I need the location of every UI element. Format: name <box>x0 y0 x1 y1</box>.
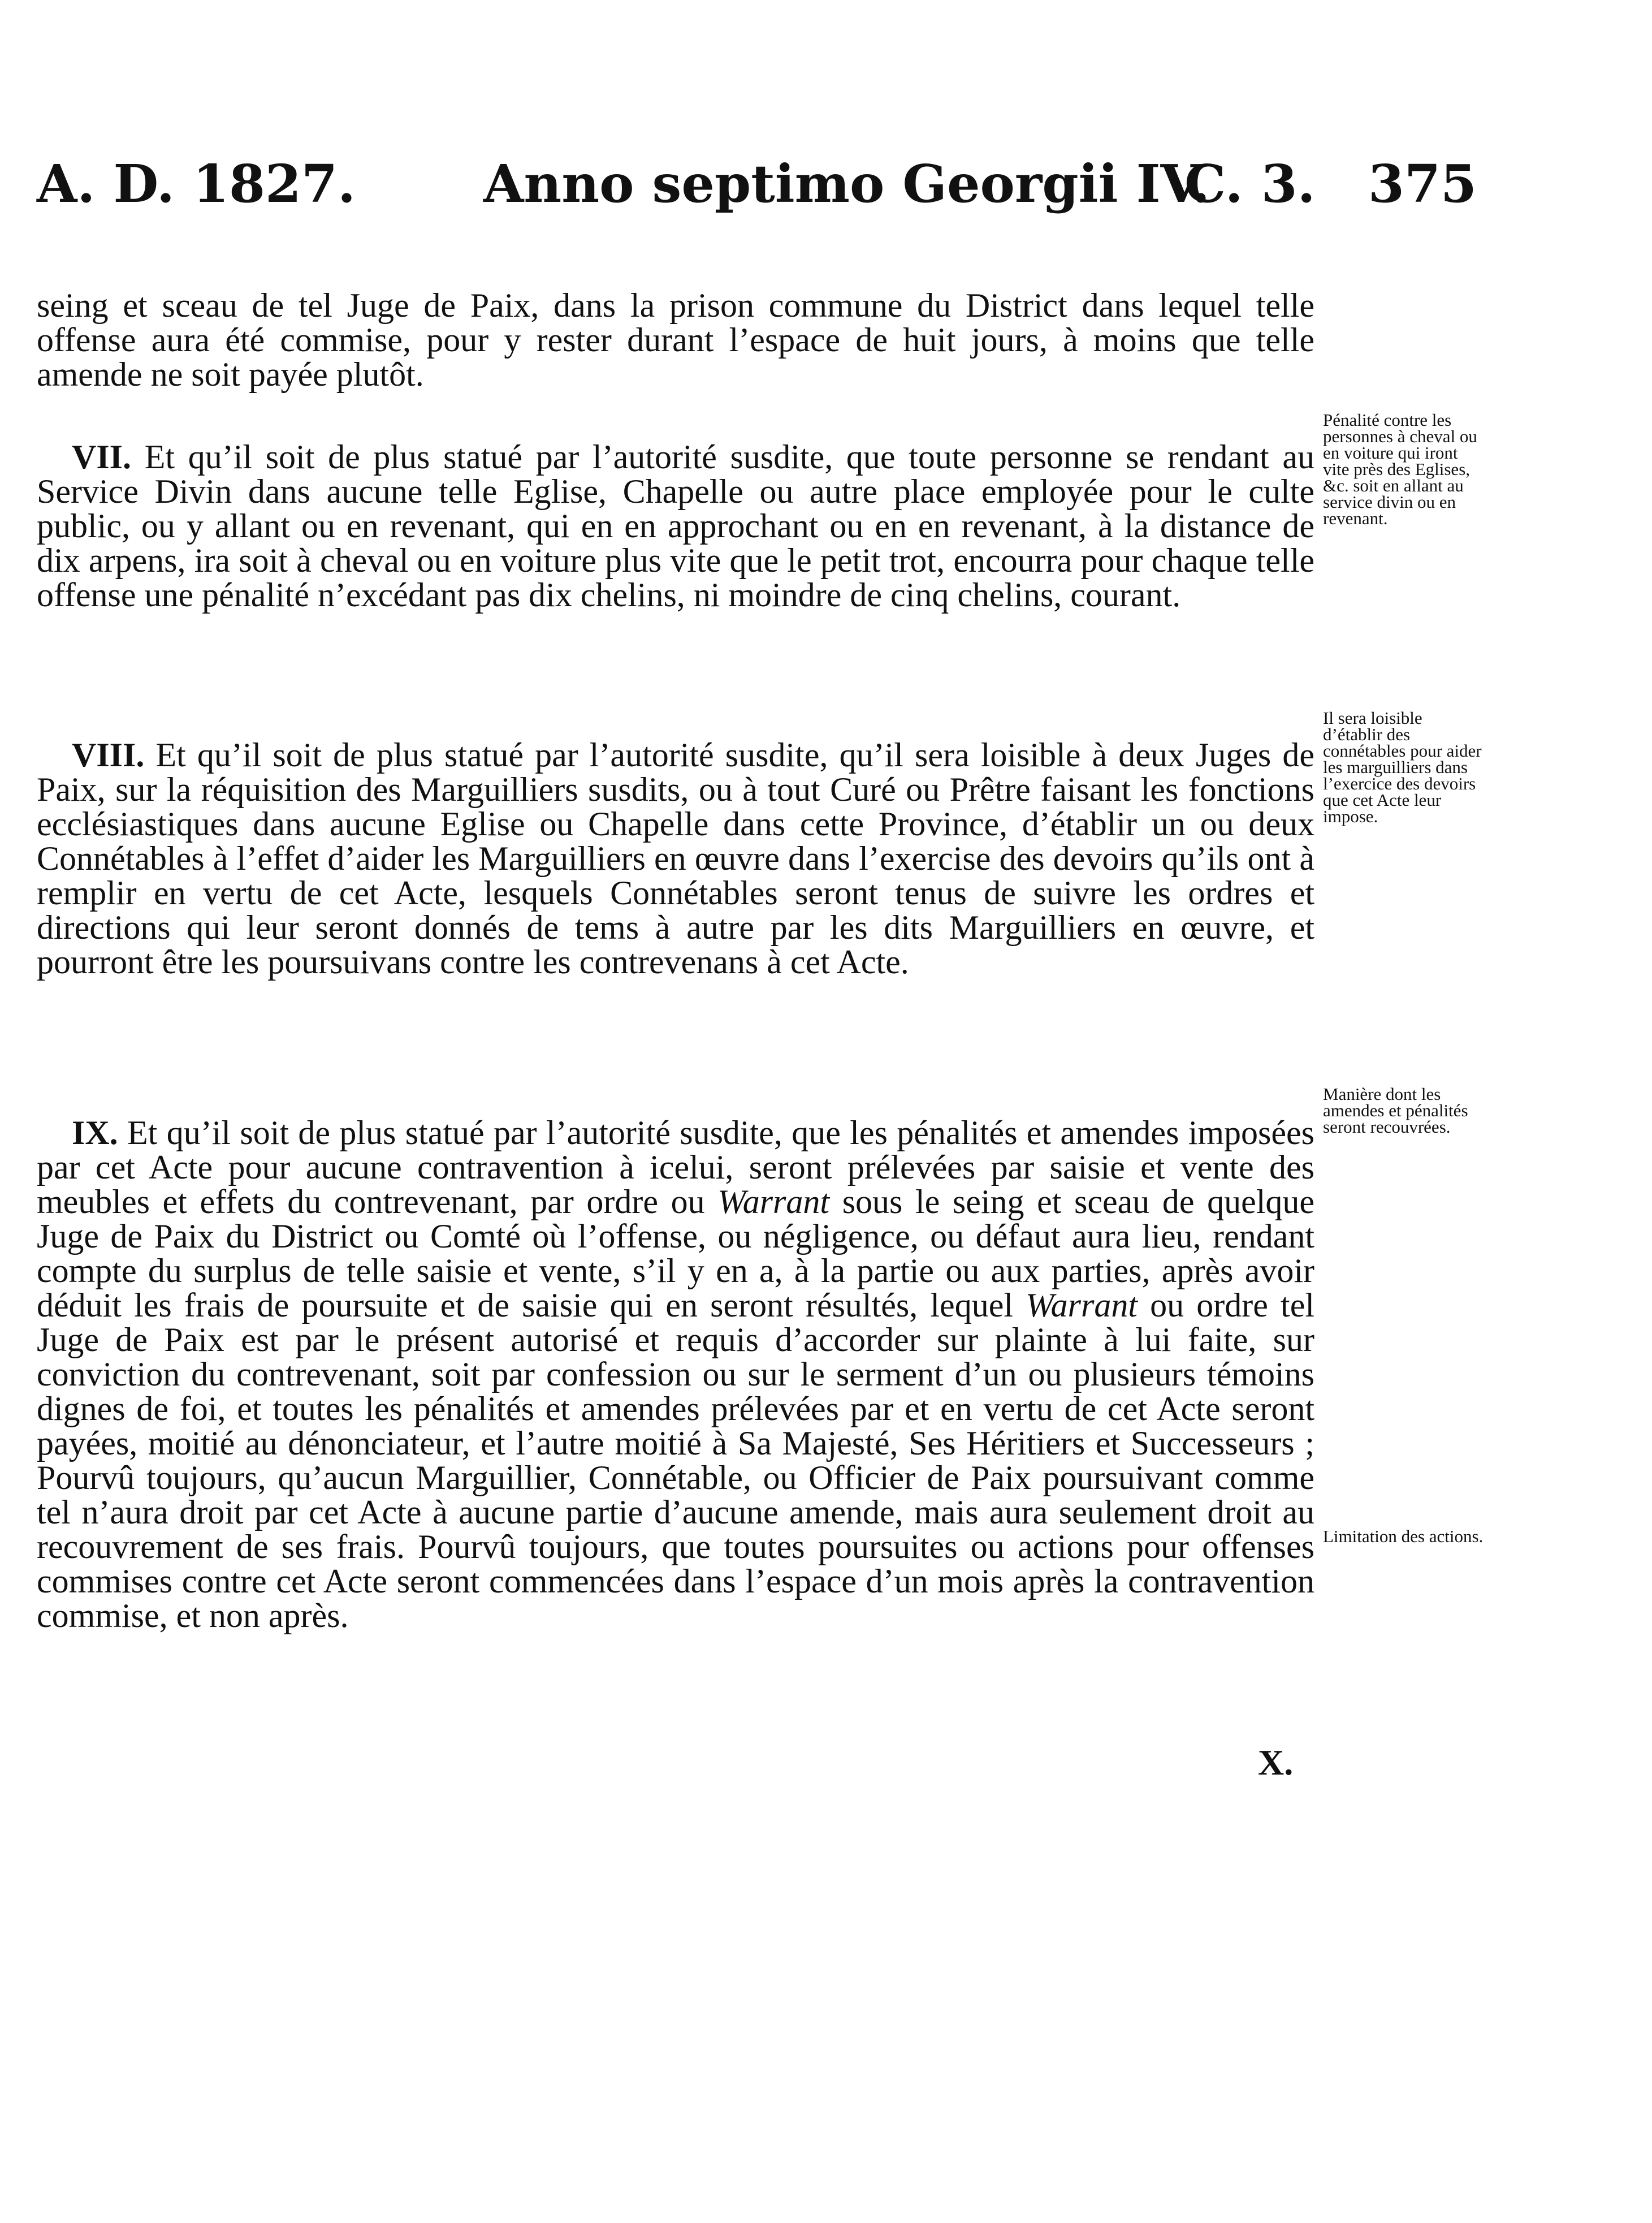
catchword: X. <box>1258 1742 1294 1782</box>
section-viii <box>37 738 1314 979</box>
warrant-term-2: Warrant <box>1026 1287 1138 1324</box>
running-header <box>37 150 1484 218</box>
marginal-note-limitation: Limitation des actions. <box>1323 1526 1484 1546</box>
marginal-note-viii: Il sera loisible d’établir des connétables pour aider les marguilliers dans l’exercice des devoirs que cet Acte leur impose. <box>1323 708 1482 826</box>
header-title: Anno septimo Georgii IV. <box>483 153 1210 214</box>
marginal-note-ix: Manière dont les amendes et pénalités seront recouvrées. <box>1323 1084 1468 1137</box>
paragraph-continuation: seing et sceau de tel Juge de Paix, dans la prison commune du District dans lequel telle offense aura été commise, pour y rester durant l’espace de huit jours, à moins que telle amende ne soit payée plutôt. <box>37 287 1314 393</box>
section-viii-text: Et qu’il soit de plus statué par l’autorité susdite, qu’il sera loisible à deux Juges de Paix, sur la réquisition des Marguilliers susdits, ou à tout Curé ou Prêtre faisant les fonctions ecclésiastiques dans aucune Eglise ou Chapelle dans cette Province, d’établir un ou deux Connétables à l’effet d’aider les Marguilliers en œuvre dans l’exercise des devoirs qu’ils ont à remplir en vertu de cet Acte, lesquels Connétables seront tenus de suivre les ordres et directions qui leur seront donnés de tems à autre par les dits Marguilliers en œuvre, et pourront être les poursuivans contre les contrevenans à cet Acte. <box>37 736 1314 981</box>
section-vii <box>37 440 1314 612</box>
page-number: 375 <box>1368 153 1477 214</box>
section-ix <box>37 1116 1314 1633</box>
marginal-note-vii: Pénalité contre les personnes à cheval ou en voiture qui iront vite près des Eglises, &c. soit en allant au service divin ou en revenant. <box>1323 410 1477 528</box>
section-number-viii: VIII. <box>72 736 145 774</box>
header-chapter: C. 3. <box>1184 153 1316 214</box>
section-vii-text: Et qu’il soit de plus statué par l’autorité susdite, que toute personne se rendant au Service Divin dans aucune telle Eglise, Chapelle ou autre place employée pour le culte public, ou y allant ou en revenant, qui en en approchant ou en en revenant, à la distance de dix arpens, ira soit à cheval ou en voiture plus vite que le petit trot, encourra pour chaque telle offense une pénalité n’excédant pas dix chelins, ni moindre de cinq chelins, courant. <box>37 438 1315 614</box>
section-number-ix: IX. <box>72 1114 118 1151</box>
section-ix-text-part-3: ou ordre tel Juge de Paix est par le présent autorisé et requis d’accorder sur plainte à lui faite, sur conviction du contrevenant, soit par confession ou sur le serment d’un ou plusieurs témoins dignes de foi, et toutes les pénalités et amendes prélevées par et en vertu de cet Acte seront payées, moitié au dénonciateur, et l’autre moitié à Sa Majesté, Ses Héritiers et Successeurs ; Pourvû toujours, qu’aucun Marguillier, Connétable, ou Officier de Paix poursuivant comme tel n’aura droit par cet Acte à aucune partie d’aucune amende, mais aura seulement droit au recouvrement de ses frais. Pourvû toujours, que toutes poursuites ou actions pour offenses commises contre cet Acte seront commencées dans l’espace d’un mois après la contravention commise, et non après. <box>37 1287 1315 1634</box>
warrant-term-1: Warrant <box>717 1183 830 1220</box>
section-ix-text-part-1: Et qu’il soit de plus statué par l’autorité susdite, que les pénalités et amendes imposées par cet Acte pour aucune contravention à icelui, seront prélevées par saisie et vente des meubles et effets du contrevenant, par ordre ou <box>37 1114 1314 1220</box>
section-number-vii: VII. <box>72 438 132 476</box>
section-ix-text-part-2: sous le seing et sceau de quelque Juge de Paix du District ou Comté où l’offense, ou négligence, ou défaut aura lieu, rendant compte du surplus de telle saisie et vente, s’il y en a, à la partie ou aux parties, après avoir déduit les frais de poursuite et de saisie qui en seront résultés, lequel <box>37 1183 1315 1324</box>
header-year: A. D. 1827. <box>37 153 356 214</box>
